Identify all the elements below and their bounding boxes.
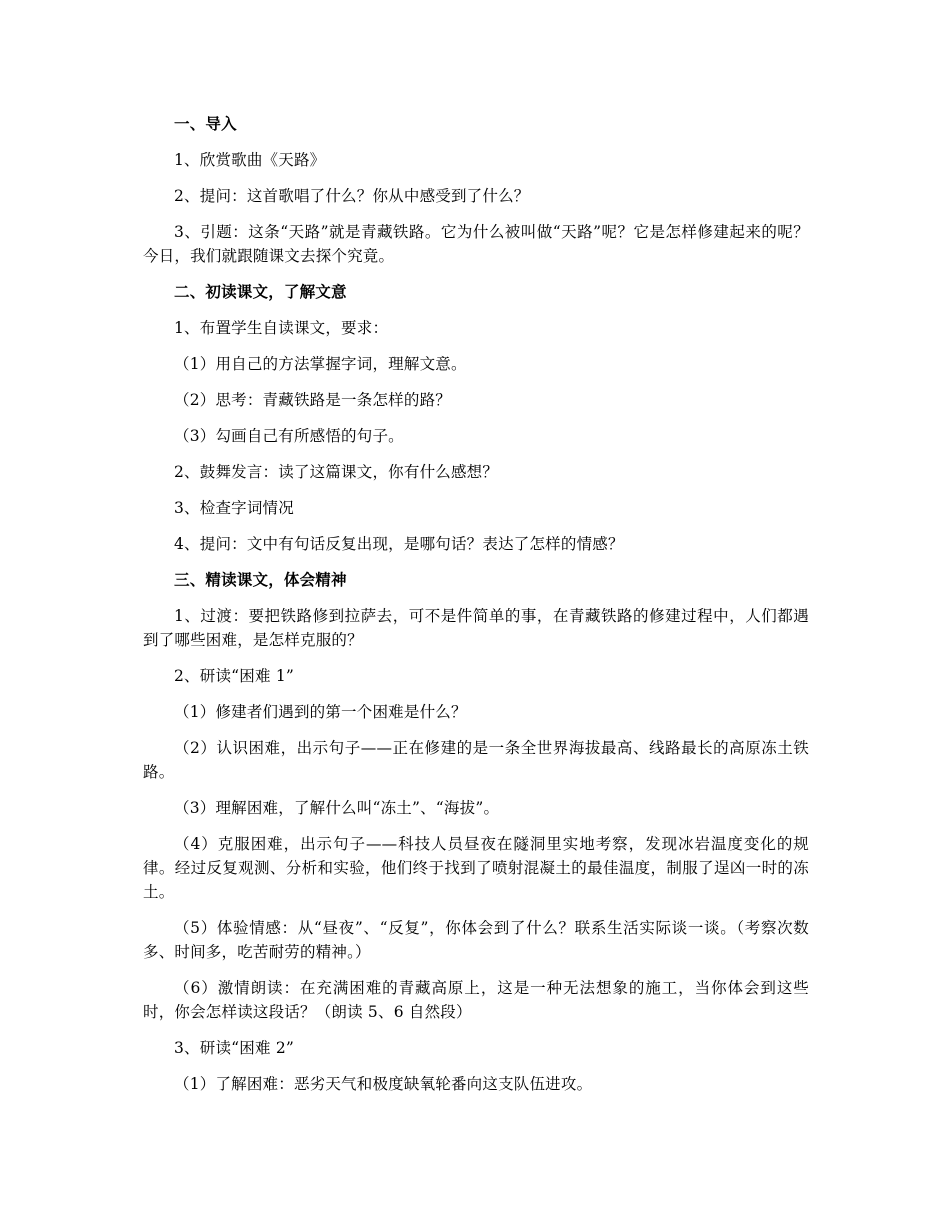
sub-item: （1）了解困难：恶劣天气和极度缺氧轮番向这支队伍进攻。 [174,1075,593,1093]
section-heading-close-reading: 三、精读课文，体会精神 [174,570,347,589]
paragraph: 3、检查字词情况 [174,499,294,517]
section-heading-intro: 一、导入 [174,114,237,133]
sub-item: （2）思考：青藏铁路是一条怎样的路？ [174,391,451,409]
section-heading-first-reading: 二、初读课文，了解文意 [174,282,347,301]
sub-item: （3）勾画自己有所感悟的句子。 [174,427,404,445]
paragraph: 1、欣赏歌曲《天路》 [174,151,326,169]
sub-item: （1）修建者们遇到的第一个困难是什么？ [174,703,467,721]
paragraph: 4、提问：文中有句话反复出现，是哪句话？表达了怎样的情感？ [174,535,624,553]
sub-item: （6）激情朗读：在充满困难的青藏高原上，这是一种无法想象的施工，当你体会到这些时，你会怎样读这段话？（朗读 5、6 自然段） [143,979,809,1021]
sub-item: （3）理解困难，了解什么叫“冻土”、“海拔”。 [174,799,500,817]
sub-item: （1）用自己的方法掌握字词，理解文意。 [174,355,467,373]
paragraph: 1、布置学生自读课文，要求： [174,319,389,337]
paragraph: 3、研读“困难 2” [174,1039,294,1057]
paragraph: 1、过渡：要把铁路修到拉萨去，可不是件简单的事，在青藏铁路的修建过程中，人们都遇到了哪些困难，是怎样克服的？ [143,607,809,649]
paragraph: 2、鼓舞发言：读了这篇课文，你有什么感想？ [174,463,499,481]
sub-item: （4）克服困难，出示句子——科技人员昼夜在隧洞里实地考察，发现冰岩温度变化的规律。经过反复观测、分析和实验，他们终于找到了喷射混凝土的最佳温度，制服了逞凶一时的冻土。 [143,835,809,901]
document-page [143,112,809,1108]
paragraph: 2、提问：这首歌唱了什么？你从中感受到了什么？ [174,187,530,205]
paragraph: 3、引题：这条“天路”就是青藏铁路。它为什么被叫做“天路”呢？它是怎样修建起来的呢？今日，我们就跟随课文去探个究竟。 [143,223,809,265]
paragraph: 2、研读“困难 1” [174,667,294,685]
sub-item: （5）体验情感：从“昼夜”、“反复”，你体会到了什么？联系生活实际谈一谈。（考察次数多、时间多，吃苦耐劳的精神。） [143,919,809,961]
sub-item: （2）认识困难，出示句子——正在修建的是一条全世界海拔最高、线路最长的高原冻土铁路。 [143,739,809,781]
